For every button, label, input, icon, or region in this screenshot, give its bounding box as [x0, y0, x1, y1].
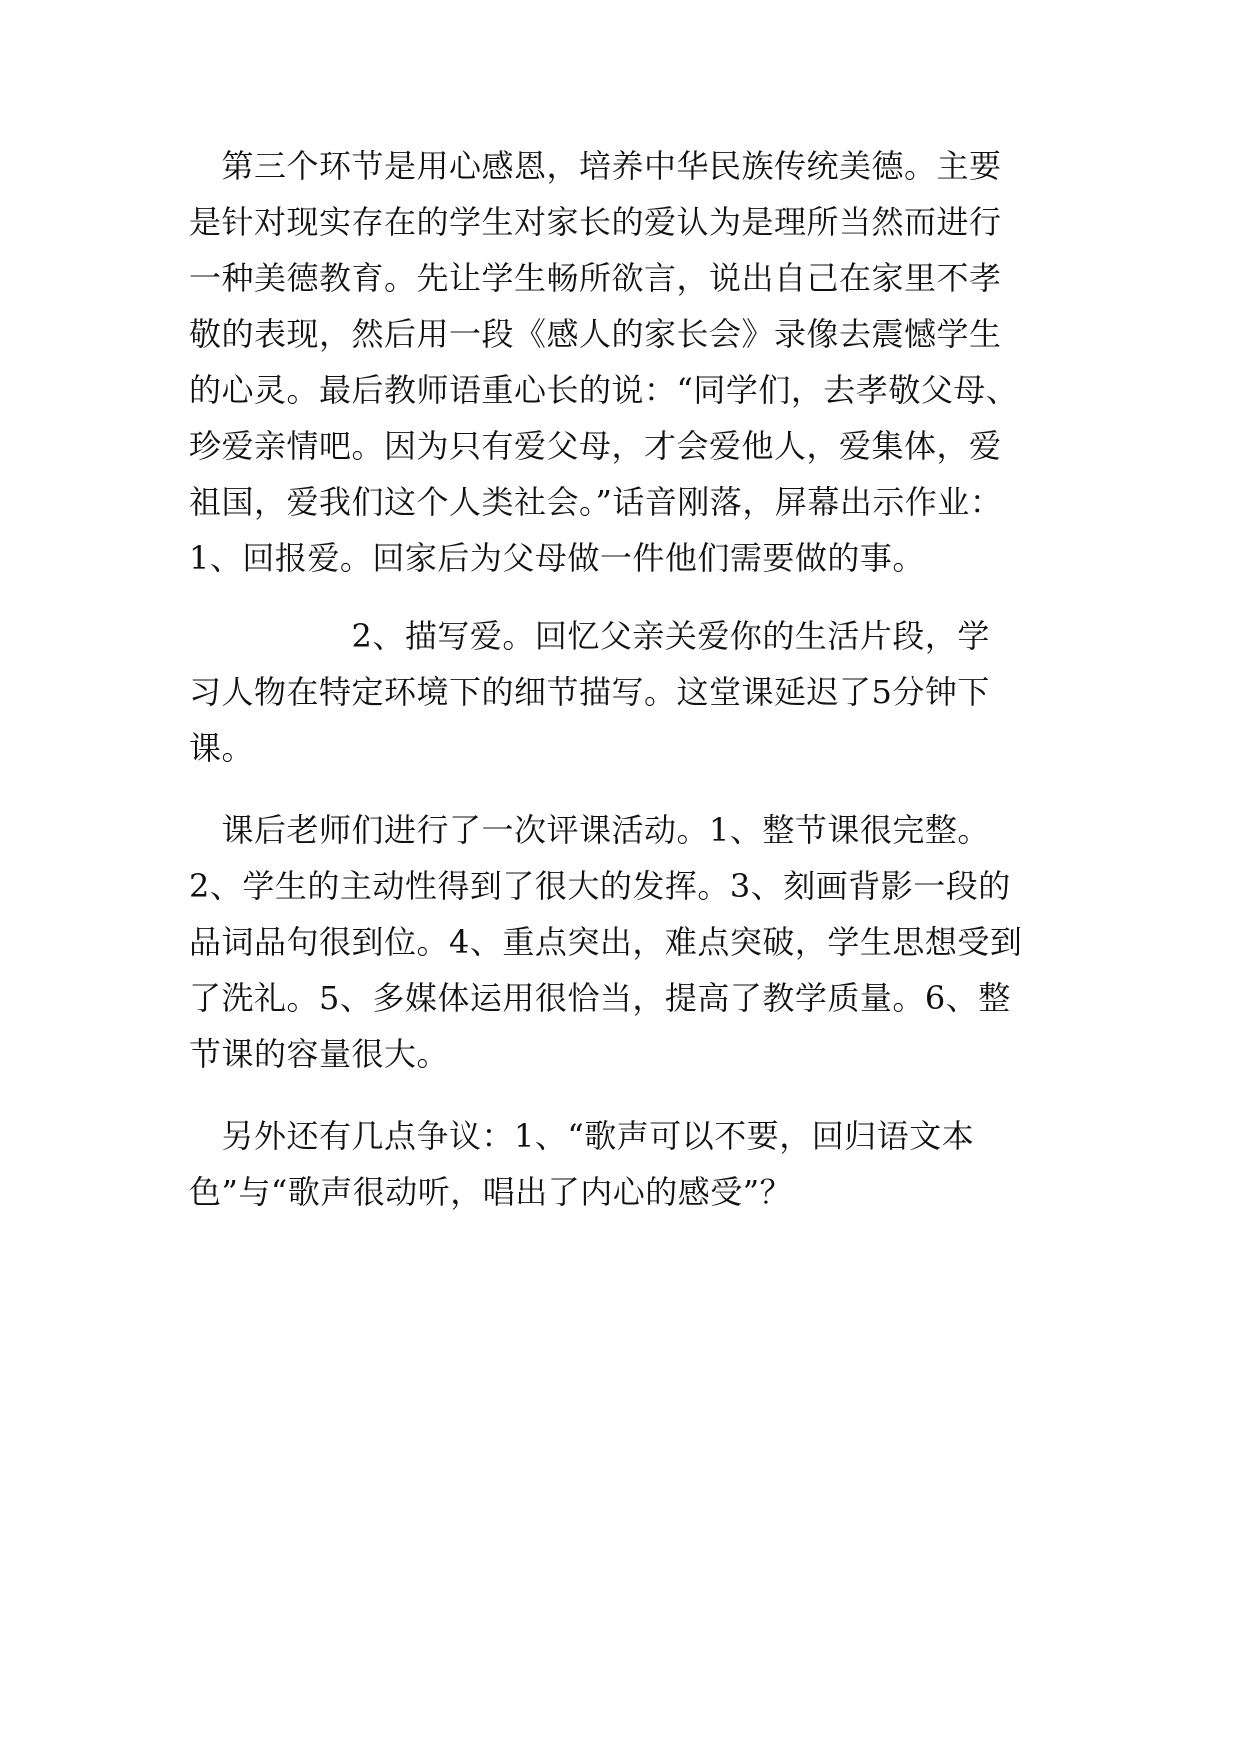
- paragraph-line: 节课的容量很大。: [189, 1035, 450, 1073]
- paragraph-line: 第三个环节是用心感恩，培养中华民族传统美德。主要: [189, 147, 1002, 185]
- paragraph-line: 品词品句很到位。4、重点突出，难点突破，学生思想受到: [189, 923, 1023, 961]
- paragraph-line: 一种美德教育。先让学生畅所欲言，说出自己在家里不孝: [189, 259, 1002, 297]
- paragraph-line: 色”与“歌声很动听，唱出了内心的感受”？: [189, 1173, 793, 1211]
- paragraph-line: 1、回报爱。回家后为父母做一件他们需要做的事。: [189, 539, 925, 577]
- paragraph-line: 珍爱亲情吧。因为只有爱父母，才会爱他人，爱集体，爱: [189, 427, 1002, 465]
- paragraph-line: 祖国，爱我们这个人类社会。”话音刚落，屏幕出示作业：: [189, 483, 1003, 521]
- paragraph-line: 另外还有几点争议：1、“歌声可以不要，回归语文本: [189, 1117, 975, 1155]
- paragraph-line: 课后老师们进行了一次评课活动。1、整节课很完整。: [189, 811, 990, 849]
- paragraph-line: 敬的表现，然后用一段《感人的家长会》录像去震憾学生: [189, 315, 1002, 353]
- paragraph-line: 是针对现实存在的学生对家长的爱认为是理所当然而进行: [189, 203, 1002, 241]
- paragraph-line: 习人物在特定环境下的细节描写。这堂课延迟了5分钟下: [189, 673, 990, 711]
- paragraph-line: 课。: [189, 729, 255, 767]
- paragraph-line: 的心灵。最后教师语重心长的说：“同学们，去孝敬父母、: [189, 371, 1019, 409]
- paragraph-line: 2、学生的主动性得到了很大的发挥。3、刻画背影一段的: [189, 867, 1011, 905]
- paragraph-line: 了洗礼。5、多媒体运用很恰当，提高了教学质量。6、整: [189, 979, 1011, 1017]
- paragraph-line: 2、描写爱。回忆父亲关爱你的生活片段，学: [189, 617, 990, 655]
